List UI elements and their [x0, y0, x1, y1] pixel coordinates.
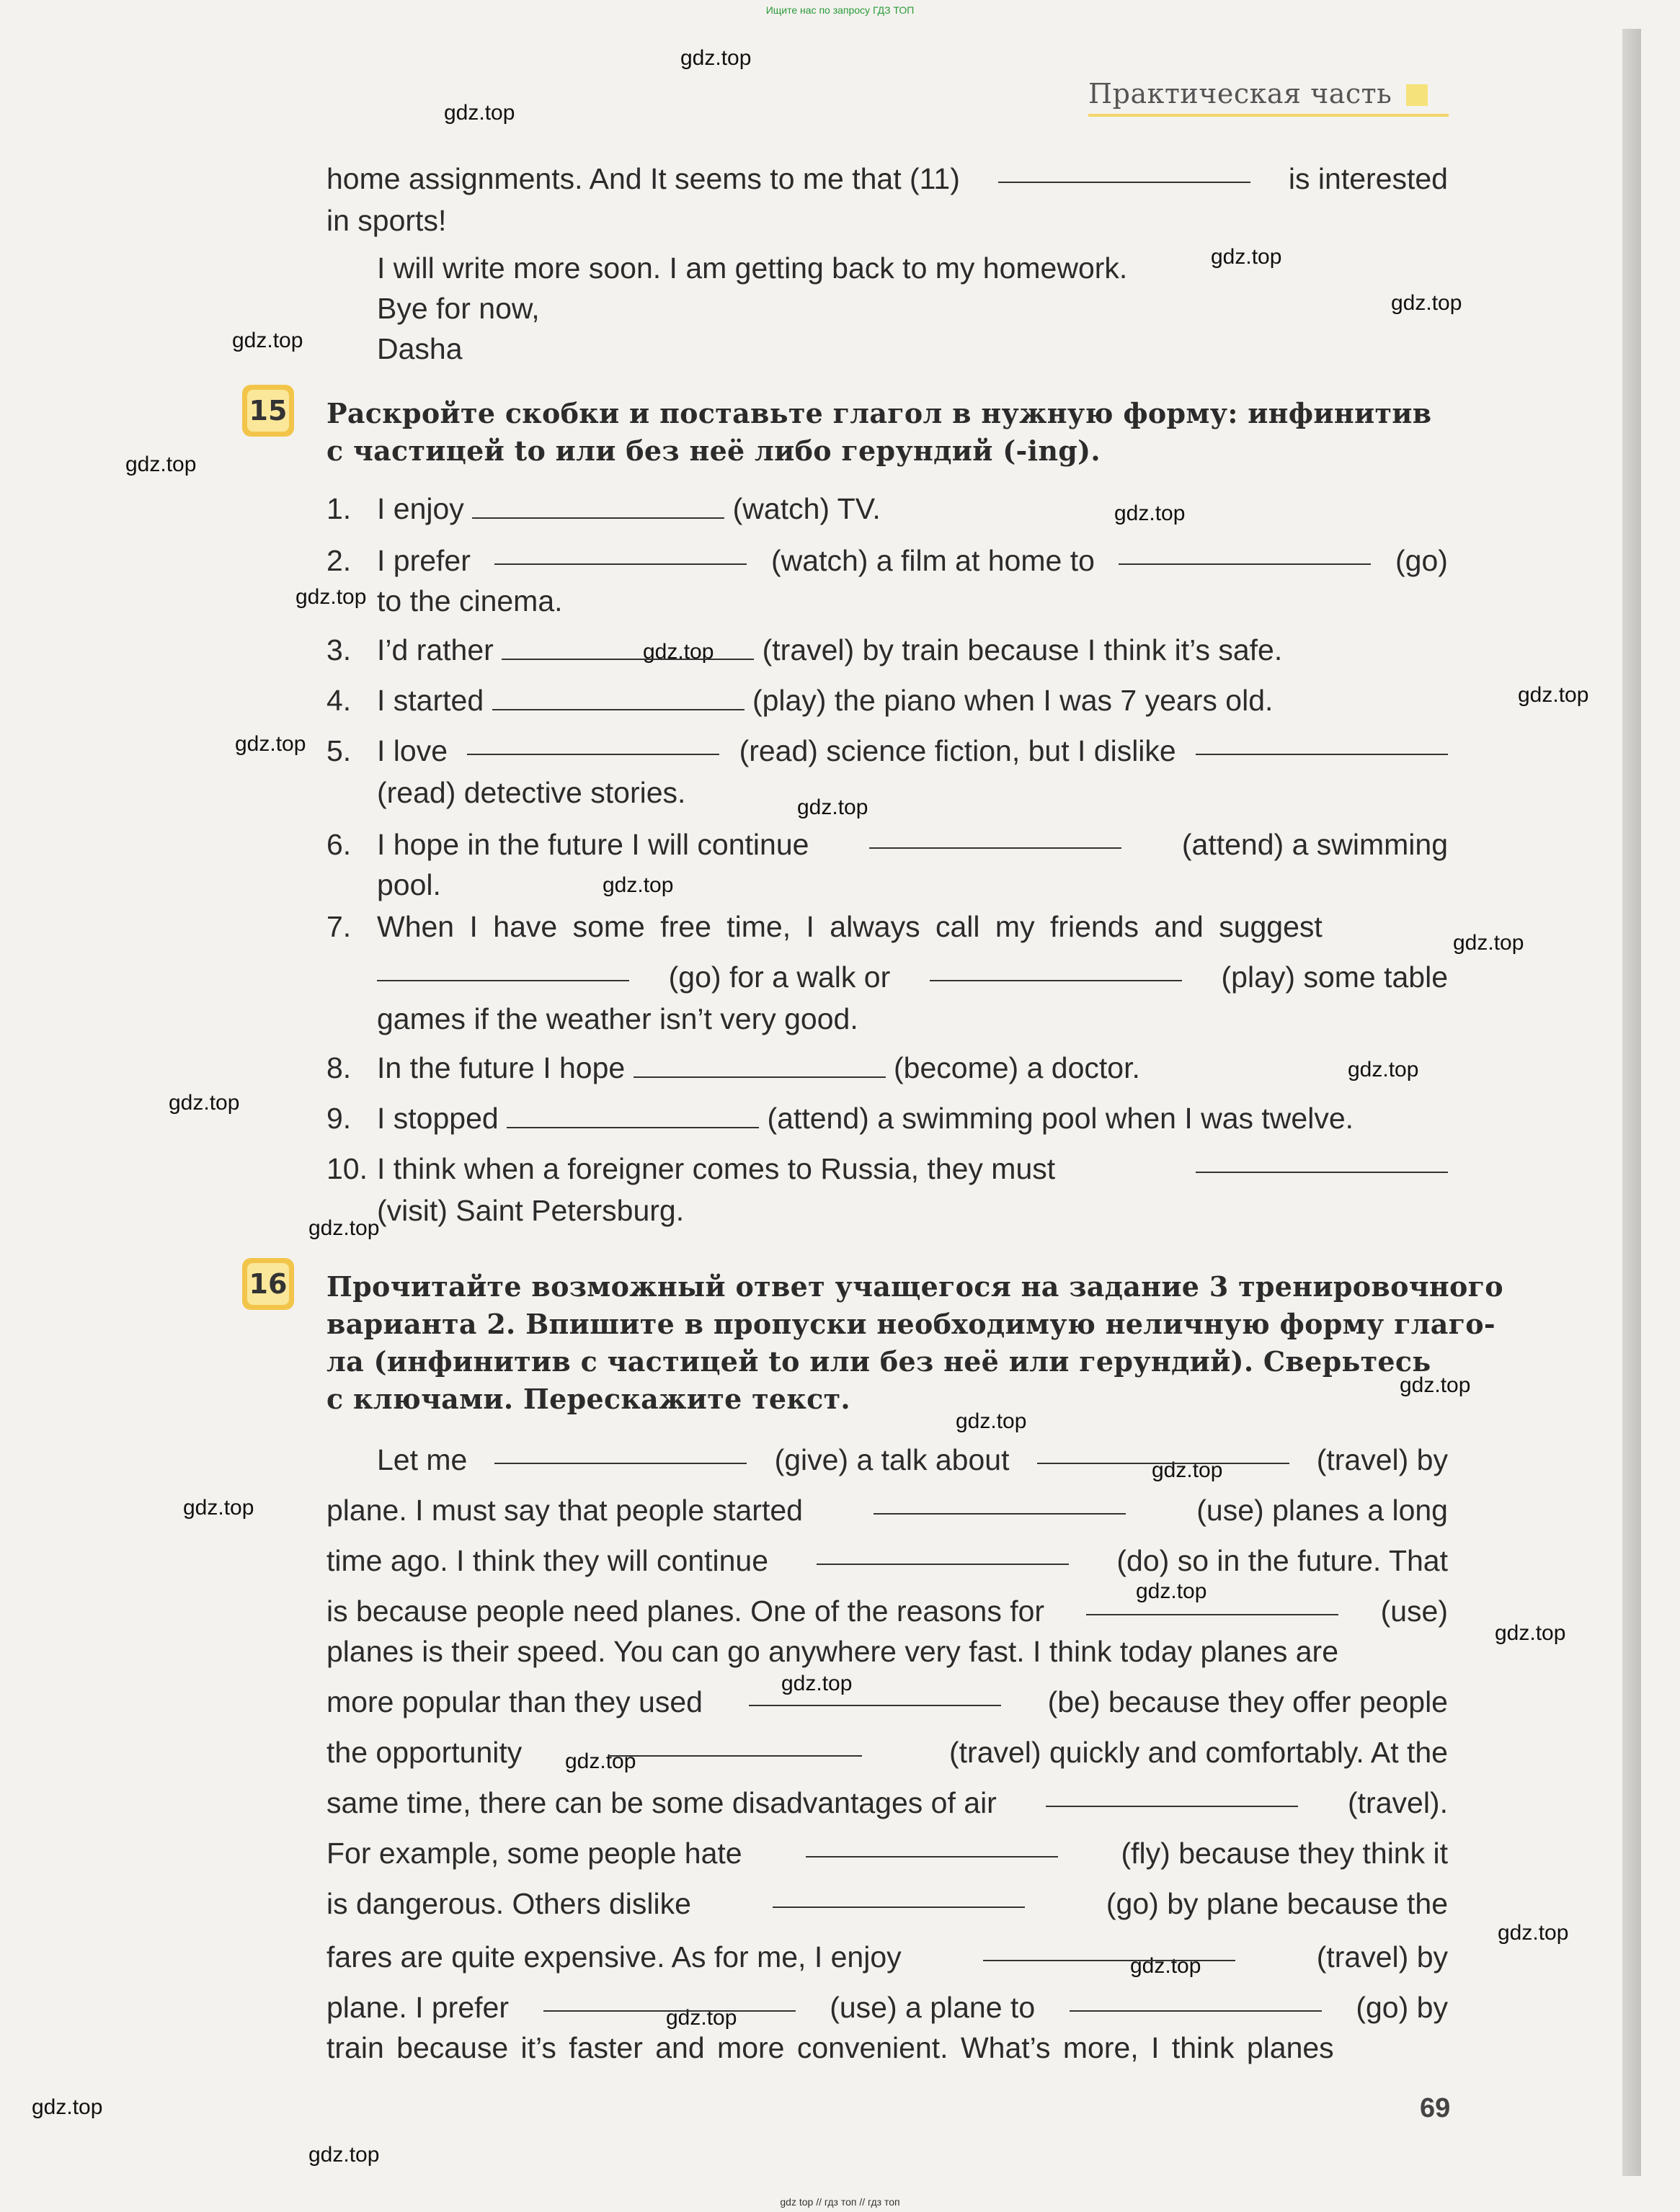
answer-blank[interactable]: [1119, 542, 1371, 565]
text-line: is because people need planes. One of the reasons for (use): [326, 1592, 1448, 1630]
answer-blank[interactable]: [1086, 1592, 1338, 1615]
answer-blank[interactable]: [634, 1055, 886, 1078]
header-rule: [1088, 114, 1449, 117]
exercise-item: 4. I started (play) the piano when I was 7 years old.: [326, 684, 1274, 717]
watermark: gdz.top: [666, 2006, 737, 2030]
answer-blank[interactable]: [467, 732, 719, 755]
exercise-item: 9. I stopped (attend) a swimming pool when I was twelve.: [326, 1102, 1354, 1135]
answer-blank[interactable]: [502, 637, 754, 660]
exercise-item-cont: games if the weather isn’t very good.: [377, 1002, 858, 1035]
text-line: same time, there can be some disadvantages of air (travel).: [326, 1784, 1448, 1821]
answer-blank[interactable]: [1196, 732, 1448, 755]
watermark: gdz.top: [444, 101, 515, 125]
watermark: gdz.top: [1348, 1058, 1419, 1082]
letter-line: home assignments. And It seems to me that (11) is interested: [326, 160, 1448, 197]
answer-blank[interactable]: [773, 1885, 1025, 1908]
watermark: gdz.top: [125, 452, 197, 476]
answer-blank[interactable]: [492, 687, 745, 710]
watermark: gdz.top: [603, 873, 674, 897]
watermark: gdz.top: [1498, 1921, 1569, 1945]
letter-line: in sports!: [326, 204, 447, 237]
exercise-item-cont: to the cinema.: [377, 584, 563, 617]
task-instruction: варианта 2. Впишите в пропуски необходимую неличную форму глаго-: [326, 1308, 1495, 1340]
exercise-item-cont: (go) for a walk or (play) some table: [377, 958, 1448, 996]
watermark: gdz.top: [797, 795, 868, 819]
text-line: is dangerous. Others dislike (go) by plane because the: [326, 1885, 1448, 1922]
watermark: gdz.top: [1211, 245, 1282, 269]
watermark: gdz.top: [643, 640, 714, 664]
bottom-credit: gdz top // гдз топ // гдз топ: [780, 2196, 900, 2208]
header-square-icon: [1406, 84, 1428, 106]
exercise-item: 3. I’d rather (travel) by train because I think it’s safe.: [326, 633, 1283, 666]
answer-blank[interactable]: [377, 958, 629, 981]
watermark: gdz.top: [32, 2095, 103, 2119]
answer-blank[interactable]: [610, 1734, 862, 1757]
text-line: more popular than they used (be) because they offer people: [326, 1683, 1448, 1721]
watermark: gdz.top: [1114, 501, 1186, 525]
page-number: 69: [1420, 2093, 1451, 2123]
exercise-item: 10. I think when a foreigner comes to Russia, they must: [326, 1150, 1448, 1187]
watermark: gdz.top: [680, 46, 752, 70]
answer-blank[interactable]: [983, 1938, 1235, 1961]
letter-line: I will write more soon. I am getting back to my homework.: [377, 251, 1128, 285]
watermark: gdz.top: [308, 1216, 380, 1240]
answer-blank[interactable]: [1070, 1989, 1322, 2012]
task-instruction: ла (инфинитив с частицей to или без неё или герундий). Сверьтесь: [326, 1345, 1431, 1378]
task-instruction: с ключами. Перескажите текст.: [326, 1383, 850, 1415]
watermark: gdz.top: [1495, 1621, 1566, 1645]
header-title: Практическая часть: [1088, 78, 1392, 110]
section-header: [1088, 78, 1449, 117]
exercise-item: 1. I enjoy (watch) TV.: [326, 492, 881, 525]
exercise-item: 6. I hope in the future I will continue (attend) a swimming: [326, 826, 1448, 863]
answer-blank[interactable]: [494, 1441, 747, 1464]
exercise-item: 7. When I have some free time, I always call my friends and suggest: [326, 910, 1323, 943]
answer-blank[interactable]: [869, 826, 1121, 849]
task-instruction: Прочитайте возможный ответ учащегося на задание 3 тренировочного: [326, 1270, 1503, 1303]
task-instruction: Раскройте скобки и поставьте глагол в нужную форму: инфинитив: [326, 397, 1432, 429]
answer-blank[interactable]: [749, 1683, 1001, 1706]
answer-blank[interactable]: [998, 160, 1250, 183]
watermark: gdz.top: [781, 1672, 853, 1695]
answer-blank[interactable]: [472, 496, 724, 519]
answer-blank[interactable]: [817, 1542, 1069, 1565]
text-line: planes is their speed. You can go anywhere very fast. I think today planes are: [326, 1635, 1338, 1668]
watermark: gdz.top: [1136, 1579, 1207, 1603]
text-line: time ago. I think they will continue (do) so in the future. That: [326, 1542, 1448, 1579]
answer-blank[interactable]: [1046, 1784, 1298, 1807]
answer-blank[interactable]: [874, 1491, 1126, 1515]
watermark: gdz.top: [1400, 1373, 1471, 1397]
top-credit: Ищите нас по запросу ГДЗ ТОП: [765, 4, 915, 16]
watermark: gdz.top: [308, 2143, 380, 2167]
exercise-item: 8. In the future I hope (become) a doctor.: [326, 1051, 1140, 1084]
answer-blank[interactable]: [1196, 1150, 1448, 1173]
watermark: gdz.top: [169, 1091, 240, 1115]
task-instruction: с частицей to или без неё либо герундий (-ing).: [326, 434, 1101, 467]
watermark: gdz.top: [295, 585, 367, 609]
watermark: gdz.top: [1391, 291, 1462, 315]
watermark: gdz.top: [1518, 683, 1589, 707]
watermark: gdz.top: [1453, 931, 1524, 955]
answer-blank[interactable]: [1037, 1441, 1289, 1464]
text-line: plane. I must say that people started (use) planes a long: [326, 1491, 1448, 1529]
watermark: gdz.top: [183, 1496, 254, 1520]
answer-blank[interactable]: [494, 542, 747, 565]
watermark: gdz.top: [235, 732, 306, 756]
answer-blank[interactable]: [543, 1989, 796, 2012]
text-line: Let me (give) a talk about (travel) by: [377, 1441, 1448, 1479]
answer-blank[interactable]: [507, 1105, 759, 1128]
text-line: plane. I prefer (use) a plane to (go) by: [326, 1989, 1448, 2026]
watermark: gdz.top: [1152, 1458, 1223, 1482]
exercise-item-cont: (visit) Saint Petersburg.: [377, 1194, 685, 1227]
exercise-item: 5. I love (read) science fiction, but I dislike: [326, 732, 1448, 770]
letter-line: Bye for now,: [377, 292, 540, 325]
exercise-item: 2. I prefer (watch) a film at home to (go): [326, 542, 1448, 579]
text-line: fares are quite expensive. As for me, I enjoy (travel) by: [326, 1938, 1448, 1976]
watermark: gdz.top: [1130, 1954, 1201, 1978]
answer-blank[interactable]: [806, 1834, 1058, 1858]
page-edge-shadow: [1622, 29, 1641, 2176]
exercise-item-cont: (read) detective stories.: [377, 776, 686, 809]
text-line: For example, some people hate (fly) because they think it: [326, 1834, 1448, 1872]
answer-blank[interactable]: [930, 958, 1182, 981]
task-number-badge: 16: [242, 1258, 294, 1310]
watermark: gdz.top: [232, 329, 303, 352]
exercise-item-cont: pool.: [377, 868, 441, 901]
text-line: the opportunity (travel) quickly and comfortably. At the: [326, 1734, 1448, 1771]
text-line: train because it’s faster and more convenient. What’s more, I think planes: [326, 2031, 1334, 2064]
task-number-badge: 15: [242, 385, 294, 437]
watermark: gdz.top: [956, 1409, 1027, 1433]
letter-line: Dasha: [377, 332, 463, 365]
watermark: gdz.top: [565, 1749, 636, 1773]
